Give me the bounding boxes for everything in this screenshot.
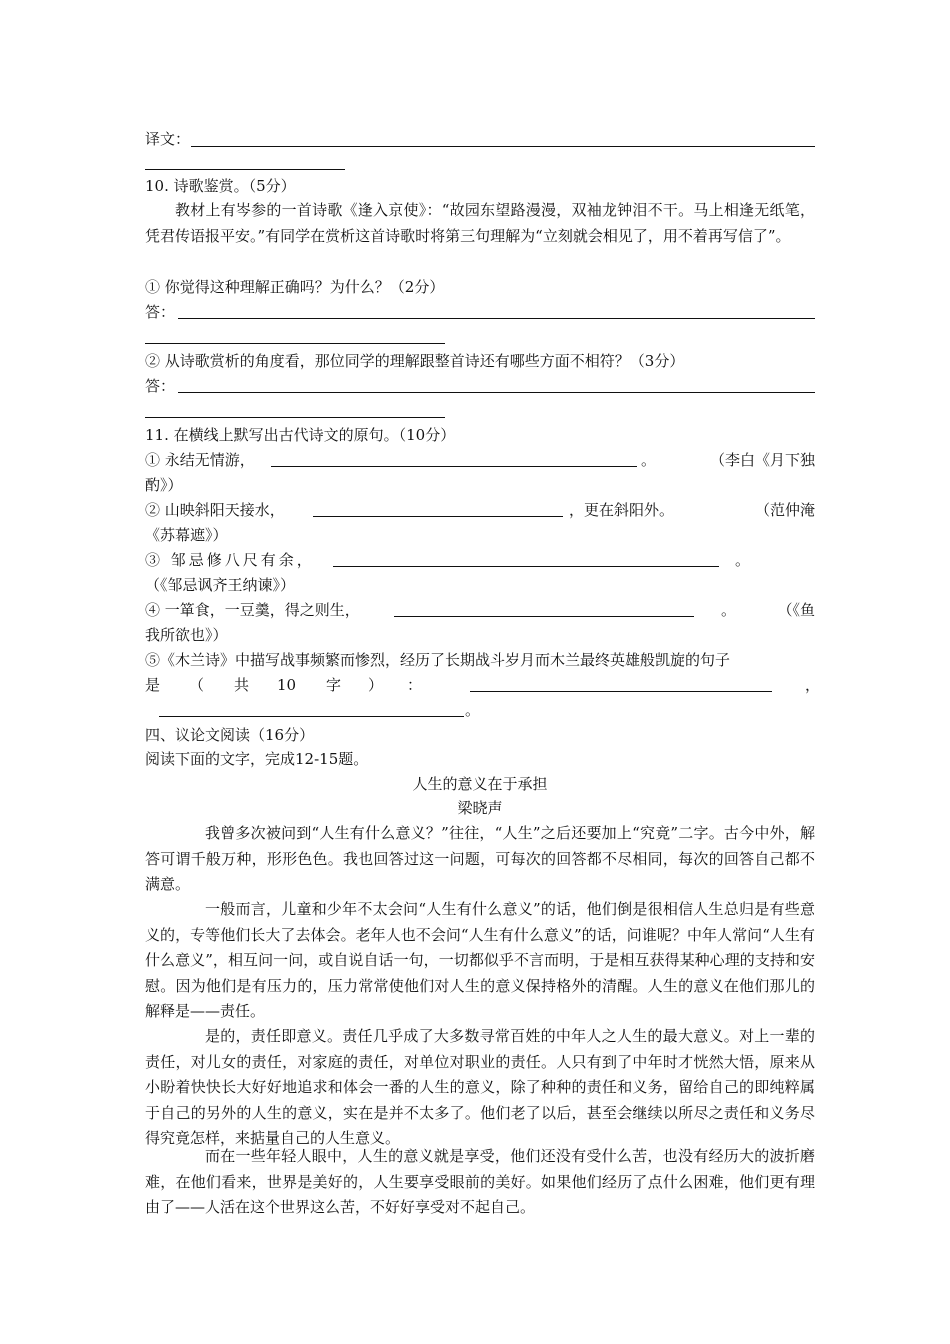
q11-item5-line <box>145 673 821 697</box>
q11-item4-source-a: （《鱼 <box>777 601 815 619</box>
q11-item2-source-a: （范仲淹 <box>754 501 815 519</box>
q11-item1-source-b: 酌》） <box>145 476 183 494</box>
q10-answer-label-1: 答： <box>145 303 176 321</box>
q11-item1-suffix: 。 <box>641 451 657 469</box>
q11-item5-blank-1[interactable] <box>470 691 772 692</box>
q11-item3-prefix: ③ 邹忌修八尺有余， <box>145 551 315 569</box>
q10-answer-line-2[interactable] <box>178 392 815 393</box>
translation-answer-line-2[interactable] <box>145 169 345 170</box>
q10-intro: 教材上有岑参的一首诗歌《逢入京使》：“故园东望路漫漫，双袖龙钟泪不干。马上相逢无纸笔，凭君传语报平安。”有同学在赏析这首诗歌时将第三句理解为“立刻就会相见了，用不着再写信了”。 <box>145 201 815 245</box>
article-paragraph: 一般而言，儿童和少年不太会问“人生有什么意义”的话，他们倒是很相信人生总归是有些意义的，专等他们长大了去体会。老年人也不会问“人生有什么意义”的话，问谁呢？中年人常问“人生有什么意义”，相互问一问，或自说自话一句，一切都似乎不言而明，于是相互获得某种心理的支持和安慰。因为他们是有压力的，压力常常使他们对人生的意义保持格外的清醒。人生的意义在他们那儿的解释是——责任。 <box>145 900 815 1020</box>
q10-sub2: ② 从诗歌赏析的角度看，那位同学的理解跟整首诗还有哪些方面不相符？（3分） <box>145 352 685 370</box>
q11-item3-blank[interactable] <box>333 566 719 567</box>
q11-item5-token: ， <box>805 676 821 694</box>
q11-item5-token: ） <box>368 676 384 694</box>
article-paragraph: 是的，责任即意义。责任几乎成了大多数寻常百姓的中年人之人生的最大意义。对上一辈的责任，对儿女的责任，对家庭的责任，对单位对职业的责任。人只有到了中年时才恍然大悟，原来从小盼着快快长大好好地追求和体会一番的人生的意义，除了种种的责任和义务，留给自己的即纯粹属于自己的另外的人生的意义，实在是并不太多了。他们老了以后，甚至会继续以所尽之责任和义务尽得究竟怎样，来掂量自己的人生意义。 <box>145 1027 815 1147</box>
article-author: 梁晓声 <box>457 799 503 817</box>
q10-answer-line-1b[interactable] <box>145 343 445 344</box>
q11-item4-prefix: ④ 一箪食，一豆羹，得之则生， <box>145 601 360 619</box>
q11-item5-blank-2[interactable] <box>159 716 464 717</box>
q11-item1-blank[interactable] <box>271 466 637 467</box>
q11-item5-token: （ <box>189 676 205 694</box>
q11-item5-token: 共 <box>234 676 250 694</box>
q11-item2-prefix: ② 山映斜阳天接水， <box>145 501 285 519</box>
article-paragraph: 我曾多次被问到“人生有什么意义？”往往，“人生”之后还要加上“究竟”二字。古今中外，解答可谓千般万种，形形色色。我也回答过这一问题，可每次的回答都不尽相同，每次的回答自己都不满意。 <box>145 824 815 893</box>
q11-item2-blank[interactable] <box>313 516 563 517</box>
q10-answer-label-2: 答： <box>145 377 176 395</box>
q10-sub1: ① 你觉得这种理解正确吗？为什么？（2分） <box>145 278 445 296</box>
q11-item4-source-b: 我所欲也》） <box>145 626 228 644</box>
q11-item5-token: 是 <box>145 676 161 694</box>
q11-item5-token: ： <box>407 676 423 694</box>
q11-item4-blank[interactable] <box>394 616 694 617</box>
q11-item4-suffix: 。 <box>721 601 737 619</box>
q11-item5-end: 。 <box>465 701 481 719</box>
q11-item1-prefix: ① 永结无情游， <box>145 451 255 469</box>
q11-item5-token: 字 <box>326 676 342 694</box>
translation-answer-line[interactable] <box>191 146 815 147</box>
q10-title: 10. 诗歌鉴赏。（5分） <box>145 177 296 195</box>
article-title: 人生的意义在于承担 <box>412 775 548 793</box>
q11-title: 11. 在横线上默写出古代诗文的原句。（10分） <box>145 426 456 444</box>
q11-item3-suffix: 。 <box>735 551 751 569</box>
q10-answer-line-2b[interactable] <box>145 417 445 418</box>
q10-answer-line-1[interactable] <box>178 318 815 319</box>
section4-instruction: 阅读下面的文字，完成12-15题。 <box>145 750 369 768</box>
q11-item2-source-b: 《苏幕遮》） <box>145 526 228 544</box>
q11-item2-suffix: ，更在斜阳外。 <box>569 501 675 519</box>
q11-item3-source: （《邹忌讽齐王纳谏》） <box>145 576 296 594</box>
q11-item5-text: ⑤《木兰诗》中描写战事频繁而惨烈，经历了长期战斗岁月而木兰最终英雄般凯旋的句子 <box>145 651 731 669</box>
q11-item5-token: 10 <box>277 676 297 694</box>
section4-heading: 四、议论文阅读（16分） <box>145 726 315 744</box>
translation-label: 译文： <box>145 130 191 148</box>
article-paragraph: 而在一些年轻人眼中，人生的意义就是享受，他们还没有受什么苦，也没有经历大的波折磨难，在他们看来，世界是美好的，人生要享受眼前的美好。如果他们经历了点什么困难，他们更有理由了——人活在这个世界这么苦，不好好享受对不起自己。 <box>145 1147 815 1216</box>
q11-item1-source-a: （李白《月下独 <box>709 451 815 469</box>
